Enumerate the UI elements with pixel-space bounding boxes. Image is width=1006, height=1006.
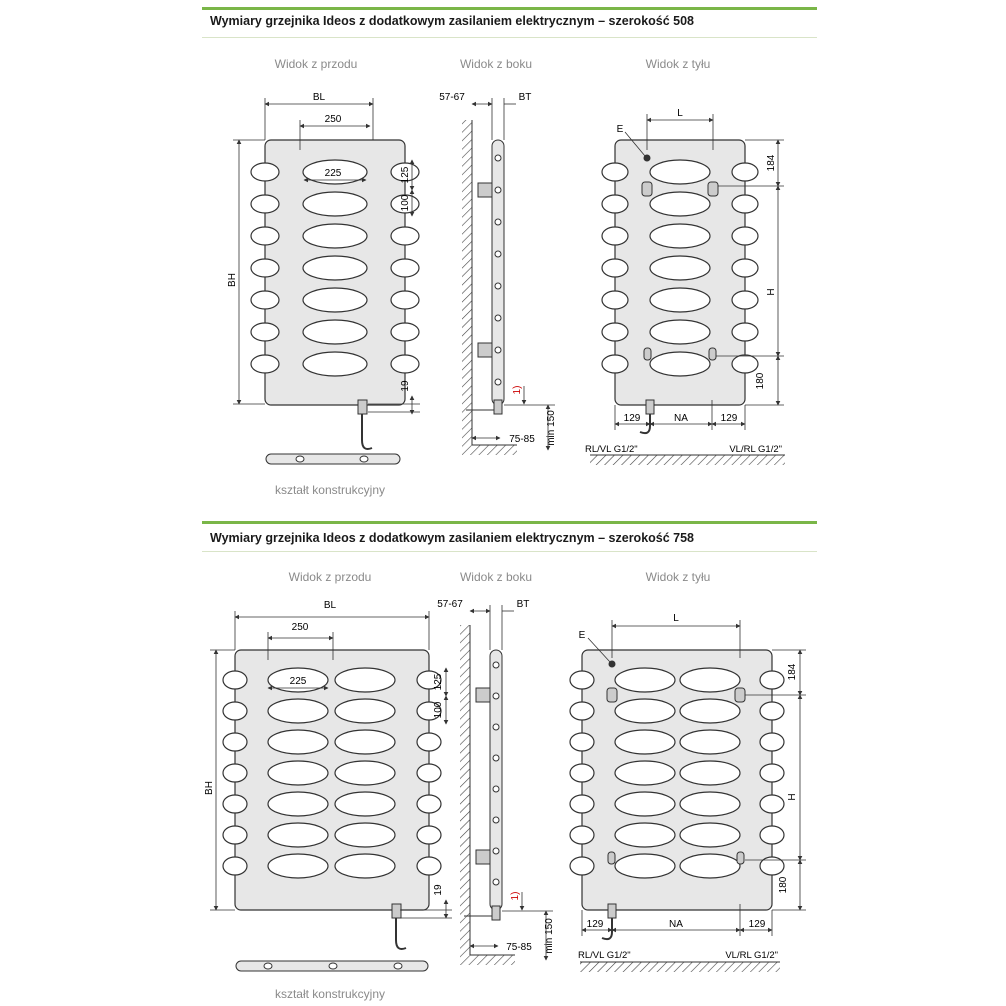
dim-225: 225: [289, 676, 307, 687]
dim-57-67: 57-67: [437, 599, 463, 610]
side-view-drawing: [460, 625, 515, 965]
section-title: Wymiary grzejnika Ideos z dodatkowym zasilaniem elektrycznym – szerokość 758: [210, 531, 695, 545]
dim-184: 184: [787, 663, 798, 681]
dim-min-150: min 150: [544, 918, 555, 954]
dim-na: NA: [674, 413, 688, 424]
dim-125: 125: [433, 673, 444, 691]
front-view-label: Widok z przodu: [274, 57, 358, 71]
side-view-label: Widok z boku: [459, 570, 533, 584]
front-view-radiator: [251, 140, 419, 449]
dim-bt: BT: [518, 92, 532, 103]
dim-19: 19: [400, 380, 411, 392]
dim-e: E: [616, 124, 624, 135]
dim-129-right: 129: [720, 413, 738, 424]
dim-180: 180: [778, 876, 789, 894]
note-1: 1): [510, 891, 521, 901]
side-view-dimensions: [470, 605, 553, 960]
connection-vl-rl: VL/RL G1/2": [729, 444, 782, 455]
connection-rl-vl: RL/VL G1/2": [578, 950, 631, 961]
front-view-radiator: [223, 650, 441, 949]
side-view-label: Widok z boku: [459, 57, 533, 71]
dim-l: L: [673, 613, 679, 624]
dim-l: L: [677, 108, 683, 119]
connection-rl-vl: RL/VL G1/2": [585, 444, 638, 455]
dim-57-67: 57-67: [439, 92, 465, 103]
dim-bl: BL: [323, 600, 337, 611]
dim-na: NA: [669, 919, 683, 930]
construction-shape: [266, 454, 400, 464]
dim-225: 225: [324, 168, 342, 179]
dim-184: 184: [766, 154, 777, 172]
construction-caption: kształt konstrukcyjny: [274, 483, 386, 497]
section-title: Wymiary grzejnika Ideos z dodatkowym zasilaniem elektrycznym – szerokość 508: [210, 14, 695, 28]
dim-h: H: [766, 288, 777, 296]
front-view-label: Widok z przodu: [288, 570, 372, 584]
dim-180: 180: [755, 372, 766, 390]
dim-125: 125: [400, 166, 411, 184]
dim-75-85: 75-85: [509, 434, 535, 445]
dim-bh: BH: [227, 273, 238, 287]
connection-vl-rl: VL/RL G1/2": [725, 950, 778, 961]
dim-100: 100: [433, 701, 444, 719]
side-view-dimensions: [472, 98, 555, 450]
construction-caption: kształt konstrukcyjny: [274, 987, 386, 1001]
dim-100: 100: [400, 194, 411, 212]
dim-h: H: [787, 793, 798, 801]
dim-129-right: 129: [748, 919, 766, 930]
dim-250: 250: [291, 622, 309, 633]
drawing-758: [0, 500, 1006, 1006]
dim-bh: BH: [204, 781, 215, 795]
drawing-508: [0, 0, 1006, 500]
dim-129-left: 129: [586, 919, 604, 930]
construction-shape: [236, 961, 428, 971]
back-view-label: Widok z tyłu: [645, 57, 711, 71]
dim-129-left: 129: [623, 413, 641, 424]
dim-75-85: 75-85: [506, 942, 532, 953]
back-view-label: Widok z tyłu: [645, 570, 711, 584]
dim-19: 19: [433, 884, 444, 896]
dim-e: E: [578, 630, 586, 641]
dim-bl: BL: [312, 92, 326, 103]
dim-min-150: min 150: [546, 410, 557, 446]
dim-bt: BT: [516, 599, 530, 610]
dim-250: 250: [324, 114, 342, 125]
note-1: 1): [512, 385, 523, 395]
